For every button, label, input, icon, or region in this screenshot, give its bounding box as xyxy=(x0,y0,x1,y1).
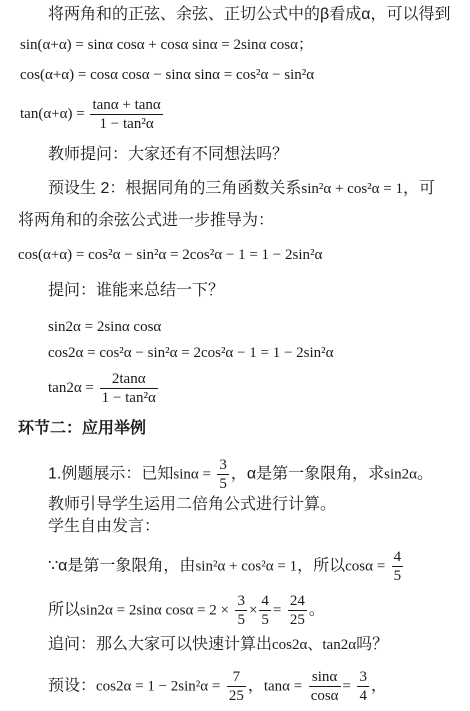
result-den-2: 5 xyxy=(261,612,269,628)
tan-sum-lhs: tan(α+α) = xyxy=(20,105,85,122)
formula-tan-sum xyxy=(20,96,165,133)
result-equals: = xyxy=(272,602,282,619)
preset-end: ， xyxy=(370,677,387,695)
result-num-3: 24 xyxy=(289,593,305,609)
formula-cos-sum: cos(α+α) = cosα cosα − sinα sinα = cos²α − sin²α xyxy=(20,67,315,83)
follow-up-text-a: 追问：那么大家可以快速计算出 xyxy=(48,636,273,653)
reason-denominator: 5 xyxy=(393,568,402,584)
reason-text-a: ∵α是第一象限角，由 xyxy=(48,557,196,575)
preset-student-2 xyxy=(48,178,435,200)
preset-equals: = xyxy=(342,678,352,695)
preset-fraction-1 xyxy=(227,668,246,705)
identity-formula: sin²α + cos²α = 1 xyxy=(301,181,403,197)
formula-sin2a: sin2α = 2sinα cosα xyxy=(48,319,162,335)
tan2a-lhs: tan2α = xyxy=(48,379,94,396)
formula-sin-sum: sin(α+α) = sinα cosα + cosα sinα = 2sinα cosα； xyxy=(20,37,313,53)
preset-text-b: ，可 xyxy=(403,180,436,197)
preset-comma: ， xyxy=(247,677,264,695)
preset-den-3: 4 xyxy=(359,688,367,704)
result-num-1: 3 xyxy=(237,593,245,609)
text-line-1: 将两角和的正弦、余弦、正切公式中的β看成α，可以得到 xyxy=(48,6,451,23)
preset-text-a: 预设生 2：根据同角的三角函数关系 xyxy=(48,180,302,197)
reason-fraction xyxy=(392,548,404,585)
preset-den-2: cosα xyxy=(310,688,339,704)
formula-cos2a: cos2α = cos²α − sin²α = 2cos²α − 1 = 1 − 2sin²α xyxy=(48,345,334,361)
preset-cos2a-expr: cos2α = 1 − 2sin²α = xyxy=(96,678,221,695)
tan-sum-numerator: tanα + tanα xyxy=(92,97,161,113)
result-fraction-2 xyxy=(259,592,271,629)
tan2a-numerator: 2tanα xyxy=(100,370,158,389)
question-summary: 提问：谁能来总结一下？ xyxy=(48,282,225,299)
formula-tan2a xyxy=(48,370,160,407)
follow-up-text-b: 吗？ xyxy=(356,636,389,653)
preset-answer xyxy=(48,668,387,705)
result-den-3: 25 xyxy=(289,612,305,628)
preset-den-1: 25 xyxy=(228,688,244,704)
example-text-c: 。 xyxy=(417,465,434,483)
teacher-question-1: 教师提问：大家还有不同想法吗？ xyxy=(48,146,289,163)
example-line xyxy=(48,456,433,493)
tan-sum-denominator: 1 − tan²α xyxy=(99,116,154,132)
result-expr: sin2α = 2sinα cosα = 2 × xyxy=(80,602,229,619)
reason-numerator: 4 xyxy=(393,549,402,565)
example-fraction xyxy=(217,456,229,493)
result-den-1: 5 xyxy=(237,612,245,628)
example-denominator: 5 xyxy=(219,476,227,492)
example-text-b: ，α是第一象限角，求 xyxy=(230,465,385,483)
preset-text-c: 将两角和的余弦公式进一步推导为： xyxy=(18,212,275,229)
follow-up-question xyxy=(48,634,388,656)
example-target: sin2α xyxy=(384,466,418,483)
result-num-2: 4 xyxy=(261,593,269,609)
result-end: 。 xyxy=(308,601,325,619)
tan2a-denominator: 1 − tan²α xyxy=(101,390,156,406)
reason-line xyxy=(48,548,405,585)
preset-fraction-2 xyxy=(309,668,341,705)
preset-fraction-3 xyxy=(357,668,369,705)
reason-text-b: ，所以 xyxy=(297,557,346,575)
preset-answer-label: 预设： xyxy=(48,677,97,695)
example-sin-expr: sinα = xyxy=(173,466,211,483)
example-numerator: 3 xyxy=(219,457,227,473)
result-text-a: 所以 xyxy=(48,601,81,619)
section-heading: 环节二：应用举例 xyxy=(18,420,147,437)
reason-identity: sin²α + cos²α = 1 xyxy=(195,558,298,575)
student-speak: 学生自由发言： xyxy=(48,518,161,535)
result-line xyxy=(48,592,325,629)
follow-up-expr: cos2α、tan2α xyxy=(272,637,357,653)
preset-num-2: sinα xyxy=(309,668,341,687)
result-times: × xyxy=(248,602,258,619)
formula-cos-double-derived: cos(α+α) = cos²α − sin²α = 2cos²α − 1 = 1 − 2sin²α xyxy=(18,247,323,263)
tan2a-fraction xyxy=(100,370,158,407)
preset-num-1: 7 xyxy=(227,668,246,687)
example-text-a: 1.例题展示：已知 xyxy=(48,465,174,483)
reason-cos-expr: cosα = xyxy=(345,558,386,575)
teacher-guide: 教师引导学生运用二倍角公式进行计算。 xyxy=(48,496,337,513)
result-fraction-3 xyxy=(288,592,307,629)
tan-sum-fraction xyxy=(90,96,162,133)
preset-num-3: 3 xyxy=(359,669,367,685)
result-fraction-1 xyxy=(235,592,247,629)
preset-tan-expr: tanα = xyxy=(263,678,303,695)
